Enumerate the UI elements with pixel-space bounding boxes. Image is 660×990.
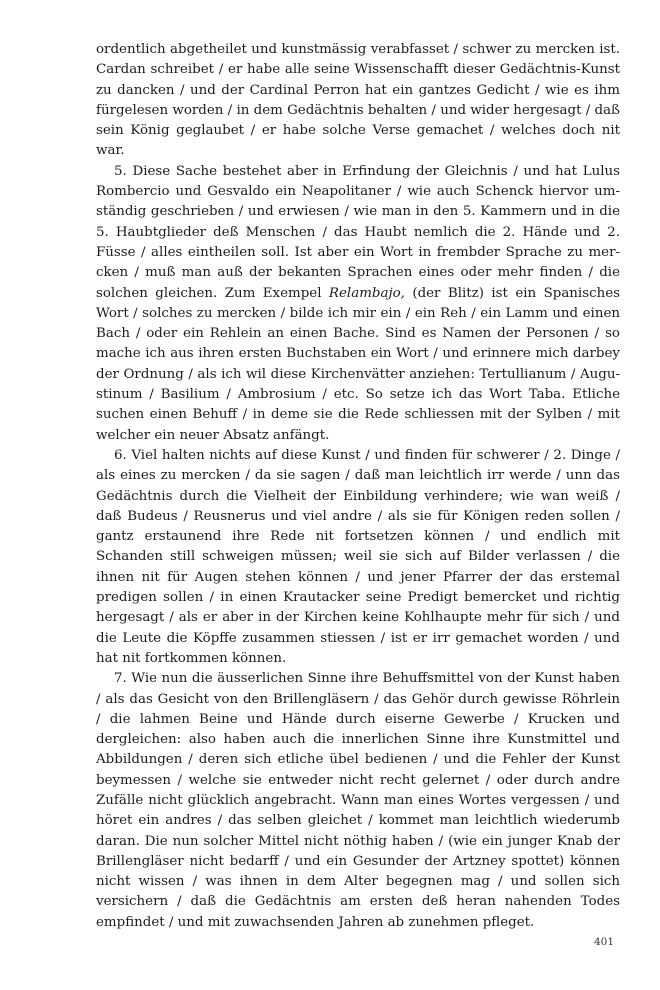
paragraph-text: (der Blitz) ist ein Spanisches Wort / solches zu mercken / bilde ich mir ein / ein Reh / ein Lamm und einen Bach / oder ein Rehlein an einen Bache. Sind es Namen der Personen / so mache ich aus ihren ersten Buchstaben ein Wort / und erinnere mich darbey der Ordnung / als ich wil diese Kirchenvätter anziehen: Tertullianum / Augustinum / Basilium / Ambrosium / etc. So setze ich das Wort Taba. Etliche suchen einen Behuff / in deme sie die Rede schliessen mit der Sylben / mit welcher ein neuer Absatz anfängt.	[96, 285, 621, 443]
paragraph-6	[96, 446, 620, 669]
paragraph-5	[96, 162, 620, 446]
italic-term: Relambajo,	[328, 285, 405, 301]
paragraph-text: 5. Diese Sache bestehet aber in Erfindung der Gleichnis / und hat Lulus Rombercio und Gesvaldo ein Neapolitaner / wie auch Schenck hiervor umständig geschrieben / und erwiesen / wie man in den 5. Kammern und in die 5. Haubtglieder deß Menschen / das Haubt nemlich die 2. Hände und 2. Füsse / alles eintheilen soll. Ist aber ein Wort in frembder Sprache zu mercken / muß man auß der bekanten Sprachen eines oder mehr finden / die solchen gleichen. Zum Exempel	[96, 163, 620, 301]
paragraph-text: 7. Wie nun die äusserlichen Sinne ihre Behuffsmittel von der Kunst haben / als das Gesicht von den Brillengläsern / das Gehör durch gewisse Röhrlein / die lahmen Beine und Hände durch eiserne Gewerbe / Krucken und dergleichen: also haben auch die innerlichen Sinne ihre Kunstmittel und Abbildungen / deren sich etliche übel bedienen / und die Fehler der Kunst beymessen / welche sie entweder nicht recht gelernet / oder durch andre Zufälle nicht glücklich angebracht. Wann man eines Wortes vergessen / und höret ein andres / das selben gleichet / kommet man leichtlich wiederumb daran. Die nun solcher Mittel nicht nöthig haben / (wie ein junger Knab der Brillengläser nicht bedarff / und ein Gesunder der Artzney spottet) können nicht wissen / was ihnen in dem Alter begegnen mag / und sollen sich versichern / daß die Gedächtnis am ersten deß heran nahenden Todes empfindet / und mit zuwachsenden Jahren ab zunehmen pfleget.	[96, 671, 620, 930]
document-page	[96, 40, 620, 933]
paragraph-text: ordentlich abgetheilet und kunstmässig verabfasset / schwer zu mercken ist. Cardan schreibet / er habe alle seine Wissenschafft dieser Gedächtnis-Kunst zu dancken / und der Cardinal Perron hat ein gantzes Gedicht / wie es ihm fürgelesen worden / in dem Gedächtnis behalten / und wider hergesagt / daß sein König geglaubet / er habe solche Verse gemachet / welches doch nit war.	[96, 42, 620, 159]
paragraph-text: 6. Viel halten nichts auf diese Kunst / und finden für schwerer / 2. Dinge / als eines zu mercken / da sie sagen / daß man leichtlich irr werde / unn das Gedächtnis durch die Vielheit der Einbildung verhindere; wie wan weiß / daß Budeus / Reusnerus und viel andre / als sie für Königen reden sollen / gantz erstaunend ihre Rede nit fortsetzen können / und endlich mit Schanden still schweigen müssen; weil sie sich auf Bilder verlassen / die ihnen nit für Augen stehen können / und jener Pfarrer der das erstemal predigen sollen / in einen Krautacker seine Predigt bemercket und richtig hergesagt / als er aber in der Kirchen keine Kohlhaupte mehr für sich / und die Leute die Köpffe zusammen stiessen / ist er irr gemachet worden / und hat nit fortkommen können.	[96, 447, 620, 666]
page-number: 401	[594, 936, 615, 948]
paragraph-7	[96, 669, 620, 933]
paragraph-continuation	[96, 40, 620, 162]
